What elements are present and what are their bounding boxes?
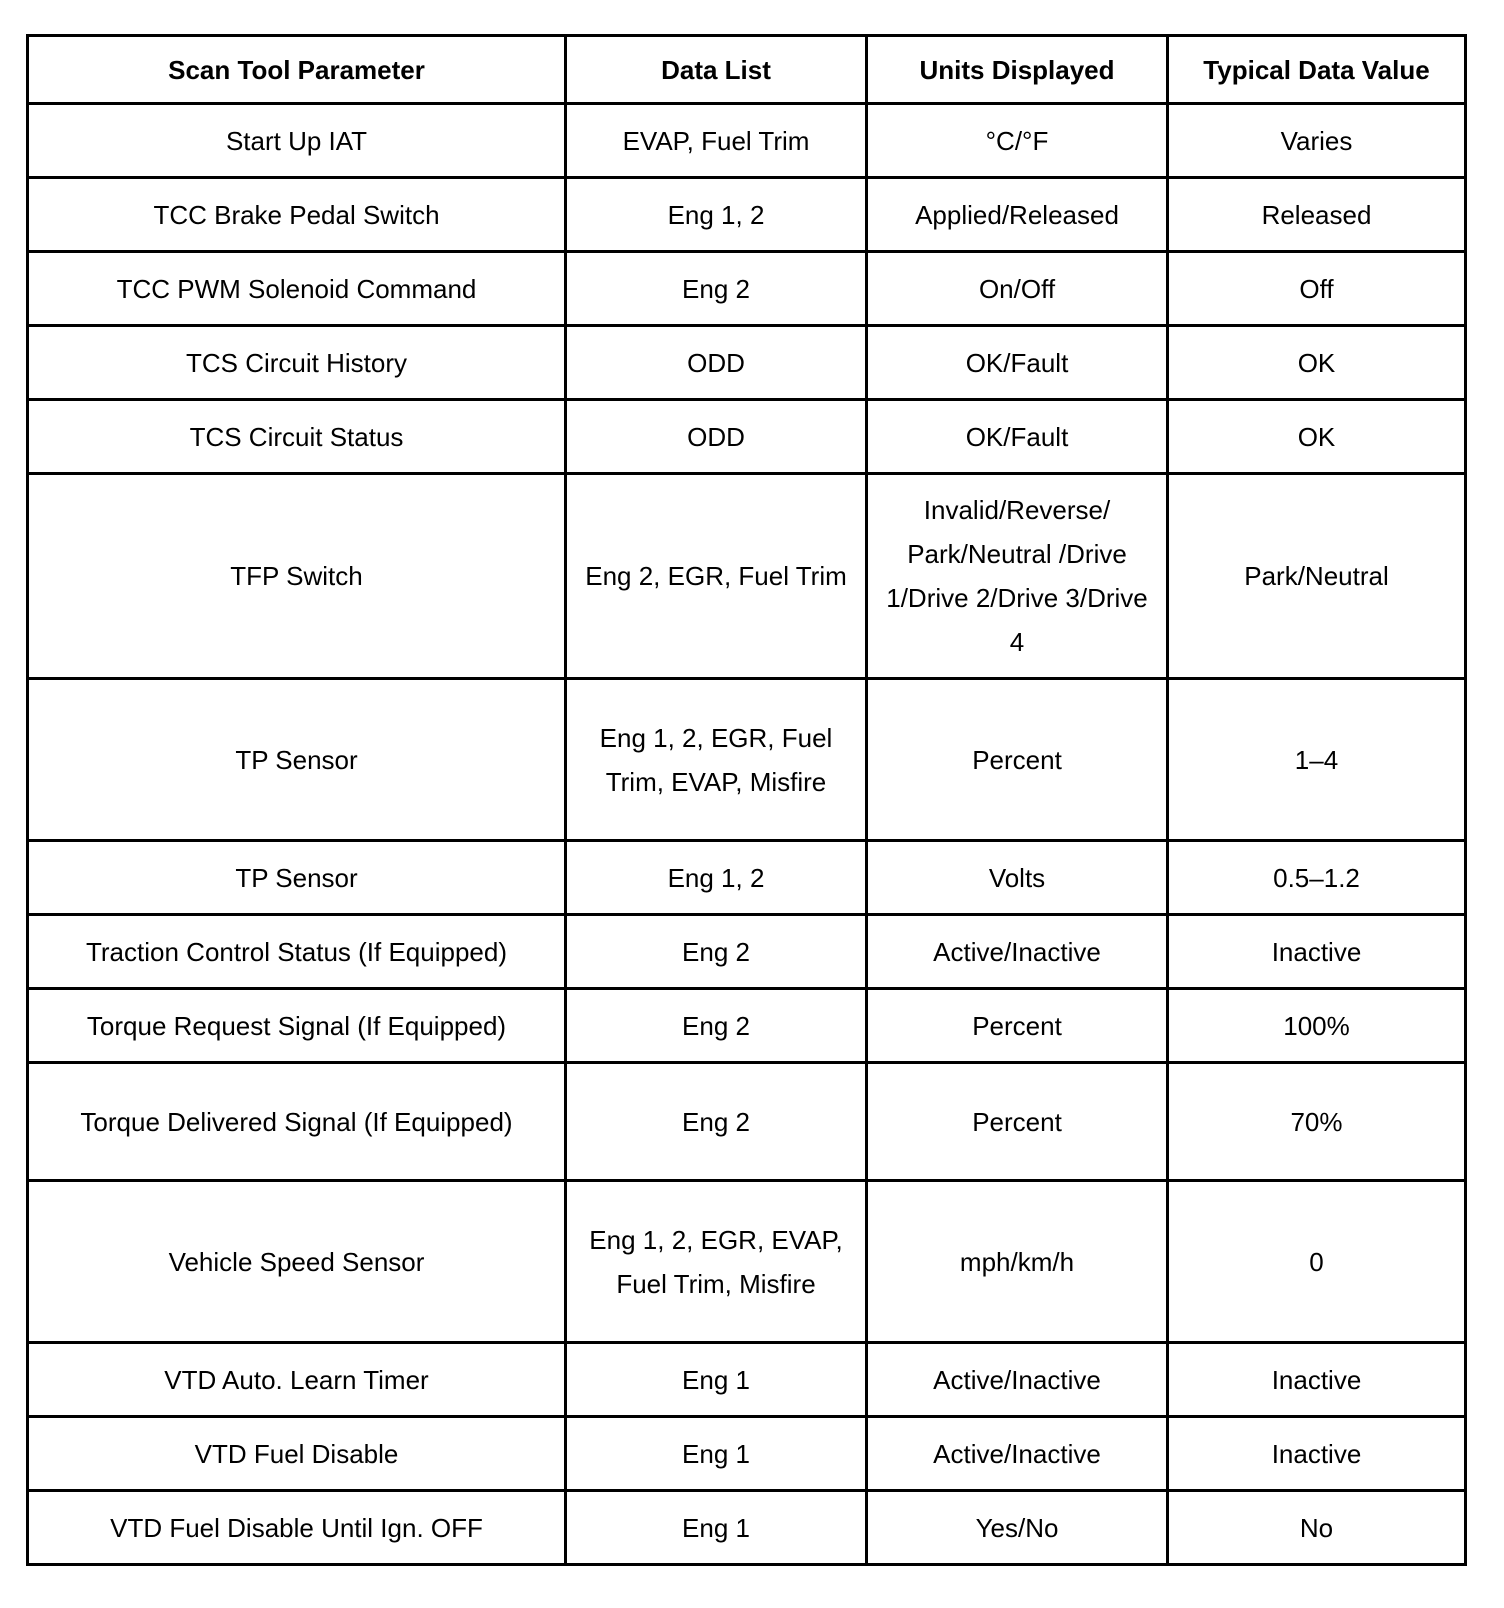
cell-units: mph/km/h — [867, 1181, 1168, 1343]
cell-units: On/Off — [867, 252, 1168, 326]
cell-data-list: EVAP, Fuel Trim — [566, 104, 867, 178]
table-row — [28, 841, 1466, 915]
cell-data-list: Eng 1, 2, EGR, Fuel Trim, EVAP, Misfire — [566, 679, 867, 841]
cell-data-list: Eng 1, 2 — [566, 178, 867, 252]
header-scan-tool-parameter: Scan Tool Parameter — [28, 36, 566, 104]
cell-units: OK/Fault — [867, 326, 1168, 400]
table-row — [28, 178, 1466, 252]
cell-units: Volts — [867, 841, 1168, 915]
cell-typical-value: Park/Neutral — [1168, 474, 1466, 679]
cell-units: OK/Fault — [867, 400, 1168, 474]
table-header-row — [28, 36, 1466, 104]
document-page — [26, 34, 1464, 1566]
cell-parameter: TCC Brake Pedal Switch — [28, 178, 566, 252]
table-row — [28, 104, 1466, 178]
table-row — [28, 679, 1466, 841]
cell-units: Percent — [867, 679, 1168, 841]
cell-parameter: TCS Circuit Status — [28, 400, 566, 474]
cell-data-list: Eng 1, 2 — [566, 841, 867, 915]
cell-parameter: TCS Circuit History — [28, 326, 566, 400]
cell-typical-value: OK — [1168, 400, 1466, 474]
scan-tool-data-table — [26, 34, 1467, 1566]
header-typical-data-value: Typical Data Value — [1168, 36, 1466, 104]
cell-parameter: Torque Request Signal (If Equipped) — [28, 989, 566, 1063]
cell-units: Invalid/Reverse/ Park/Neutral /Drive 1/Drive 2/Drive 3/Drive 4 — [867, 474, 1168, 679]
cell-parameter: TP Sensor — [28, 679, 566, 841]
cell-typical-value: 0 — [1168, 1181, 1466, 1343]
cell-data-list: Eng 1 — [566, 1417, 867, 1491]
cell-typical-value: Off — [1168, 252, 1466, 326]
cell-data-list: ODD — [566, 326, 867, 400]
cell-typical-value: Inactive — [1168, 1417, 1466, 1491]
cell-parameter: VTD Fuel Disable Until Ign. OFF — [28, 1491, 566, 1565]
header-data-list: Data List — [566, 36, 867, 104]
cell-units: °C/°F — [867, 104, 1168, 178]
cell-parameter: Vehicle Speed Sensor — [28, 1181, 566, 1343]
cell-parameter: Traction Control Status (If Equipped) — [28, 915, 566, 989]
cell-data-list: Eng 2 — [566, 915, 867, 989]
cell-typical-value: 100% — [1168, 989, 1466, 1063]
table-row — [28, 1417, 1466, 1491]
cell-units: Percent — [867, 989, 1168, 1063]
cell-data-list: Eng 1 — [566, 1343, 867, 1417]
cell-units: Applied/Released — [867, 178, 1168, 252]
table-row — [28, 326, 1466, 400]
cell-data-list: Eng 2 — [566, 1063, 867, 1181]
cell-data-list: Eng 2 — [566, 989, 867, 1063]
cell-data-list: ODD — [566, 400, 867, 474]
cell-parameter: TFP Switch — [28, 474, 566, 679]
cell-data-list: Eng 2, EGR, Fuel Trim — [566, 474, 867, 679]
cell-typical-value: 70% — [1168, 1063, 1466, 1181]
cell-parameter: Torque Delivered Signal (If Equipped) — [28, 1063, 566, 1181]
cell-typical-value: Inactive — [1168, 915, 1466, 989]
cell-units: Active/Inactive — [867, 915, 1168, 989]
cell-typical-value: 0.5–1.2 — [1168, 841, 1466, 915]
table-row — [28, 915, 1466, 989]
table-row — [28, 989, 1466, 1063]
cell-data-list: Eng 1, 2, EGR, EVAP, Fuel Trim, Misfire — [566, 1181, 867, 1343]
cell-units: Yes/No — [867, 1491, 1168, 1565]
cell-typical-value: OK — [1168, 326, 1466, 400]
cell-parameter: VTD Fuel Disable — [28, 1417, 566, 1491]
table-row — [28, 1491, 1466, 1565]
table-row — [28, 252, 1466, 326]
cell-units: Percent — [867, 1063, 1168, 1181]
cell-parameter: VTD Auto. Learn Timer — [28, 1343, 566, 1417]
header-units-displayed: Units Displayed — [867, 36, 1168, 104]
cell-parameter: Start Up IAT — [28, 104, 566, 178]
cell-typical-value: Inactive — [1168, 1343, 1466, 1417]
table-row — [28, 400, 1466, 474]
cell-data-list: Eng 1 — [566, 1491, 867, 1565]
table-row — [28, 1343, 1466, 1417]
cell-typical-value: Released — [1168, 178, 1466, 252]
cell-typical-value: Varies — [1168, 104, 1466, 178]
cell-units: Active/Inactive — [867, 1417, 1168, 1491]
table-row — [28, 474, 1466, 679]
cell-parameter: TP Sensor — [28, 841, 566, 915]
cell-units: Active/Inactive — [867, 1343, 1168, 1417]
table-row — [28, 1063, 1466, 1181]
cell-data-list: Eng 2 — [566, 252, 867, 326]
cell-parameter: TCC PWM Solenoid Command — [28, 252, 566, 326]
table-row — [28, 1181, 1466, 1343]
cell-typical-value: 1–4 — [1168, 679, 1466, 841]
cell-typical-value: No — [1168, 1491, 1466, 1565]
